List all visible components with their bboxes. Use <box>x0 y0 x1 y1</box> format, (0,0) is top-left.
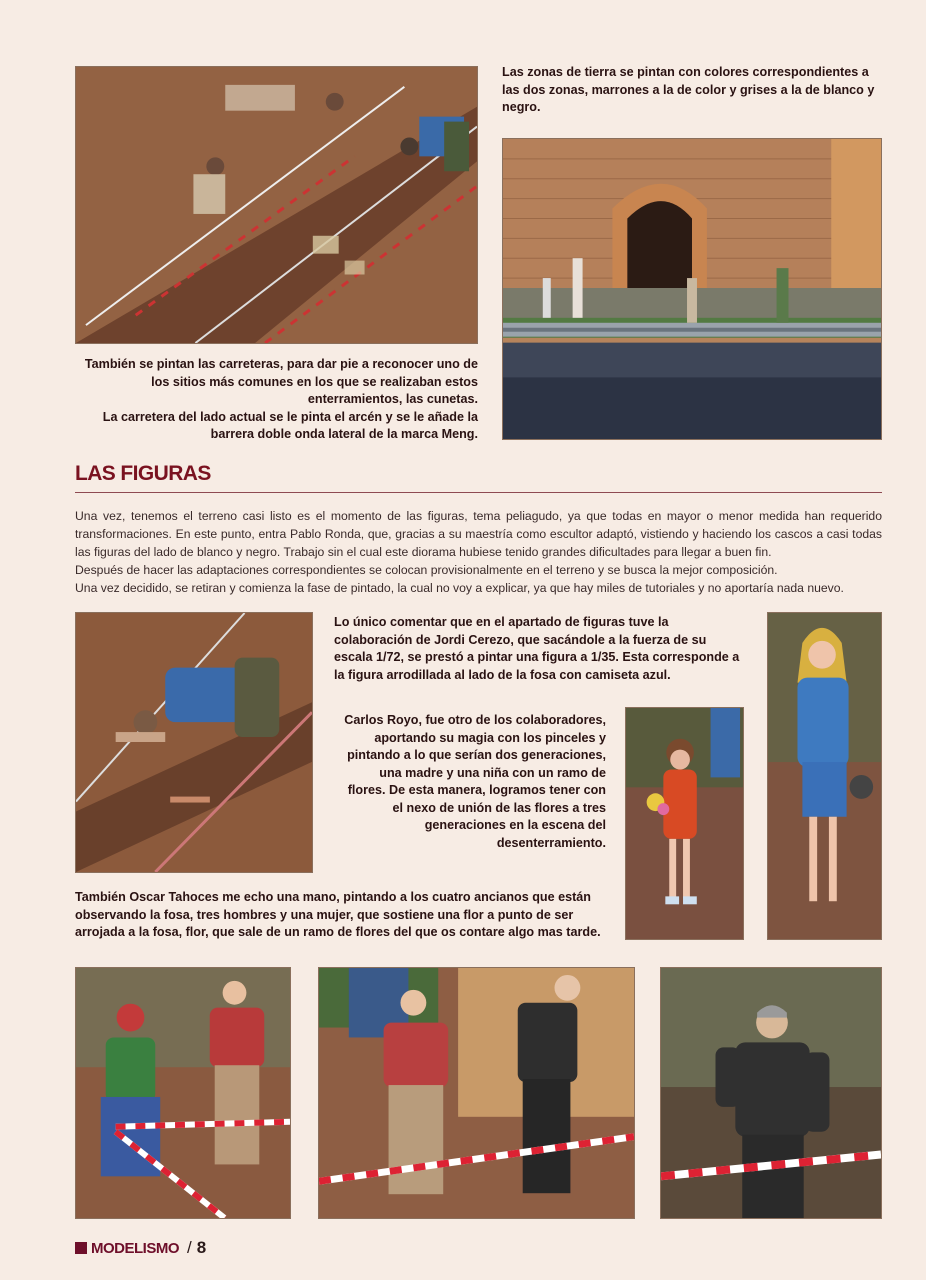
caption-carlos-text: Carlos Royo, fue otro de los colaboradores, aportando su magia con los pinceles y pintando a lo que serían dos generaciones, una madre y una niña con un ramo de flores. De esta manera, logramos tener con el nexo de unión de las flores a tres generaciones en la escena del desenterramiento. <box>344 713 606 850</box>
page-number: 8 <box>196 1238 207 1257</box>
page-footer <box>75 1238 206 1258</box>
caption-carreteras-text-1: También se pintan las carreteras, para dar pie a reconocer uno de los sitios más comunes en los que se realizaban estos enterramientos, las cunetas. <box>84 357 478 406</box>
caption-zonas-tierra-text: Las zonas de tierra se pintan con colores correspondientes a las dos zonas, marrones a la de color y grises a la de blanco y negro. <box>502 65 875 114</box>
photo-excavation-workers <box>75 66 478 344</box>
caption-oscar <box>75 889 610 942</box>
photo-church-road-barrier <box>502 138 882 440</box>
caption-carreteras <box>75 356 478 444</box>
photo-woman-blue-suit <box>767 612 882 940</box>
body-paragraph: Después de hacer las adaptaciones correspondientes se colocan provisionalmente en el terreno y se busca la mejor composición. <box>75 563 778 577</box>
body-paragraph: Una vez decidido, se retiran y comienza la fase de pintado, la cual no voy a explicar, ya que hay miles de tutoriales y no aportaría nada nuevo. <box>75 581 844 595</box>
caption-jordi <box>334 614 748 684</box>
body-paragraph: Una vez, tenemos el terreno casi listo es el momento de las figuras, tema peliagudo, ya que todas en mayor o menor medida han requerido transformaciones. En este punto, entra Pablo Ronda, que, gracias a su maestría como escultor adaptó, vistiendo y haciendo los cascos a casi todas las figuras del lado de blanco y negro. Trabajo sin el cual este diorama hubiese tenido grandes dificultades para llegar a buen fin. <box>75 509 882 559</box>
section-body <box>75 507 882 597</box>
footer-separator: / <box>187 1238 192 1257</box>
caption-jordi-text: Lo único comentar que en el apartado de figuras tuve la colaboración de Jordi Cerezo, que sacándole a la fuerza de su escala 1/72, se prestó a pintar una figura a 1/35. Esta corresponde a la figura arrodillada al lado de la fosa con camiseta azul. <box>334 615 740 682</box>
photo-old-man-dark-suit <box>660 967 882 1219</box>
photo-old-woman-and-man <box>75 967 291 1219</box>
caption-oscar-text: También Oscar Tahoces me echo una mano, pintando a los cuatro ancianos que están observando la fosa, tres hombres y una mujer, que sostiene una flor a punto de ser arrojada a la fosa, flor, que sale de un ramo de flores del que os contare algo mas tarde. <box>75 890 601 939</box>
caption-carlos <box>338 712 606 852</box>
photo-kneeling-figure-blue-shirt <box>75 612 313 873</box>
brand-square <box>75 1242 87 1254</box>
caption-zonas-tierra <box>502 64 882 117</box>
magazine-brand: MODELISMO <box>91 1239 179 1257</box>
section-divider <box>75 492 882 493</box>
section-title: LAS FIGURAS <box>75 462 211 485</box>
caption-carreteras-text-2: La carretera del lado actual se le pinta el arcén y se le añade la barrera doble onda lateral de la marca Meng. <box>102 409 478 441</box>
photo-girl-flowers <box>625 707 744 940</box>
photo-two-old-men <box>318 967 635 1219</box>
